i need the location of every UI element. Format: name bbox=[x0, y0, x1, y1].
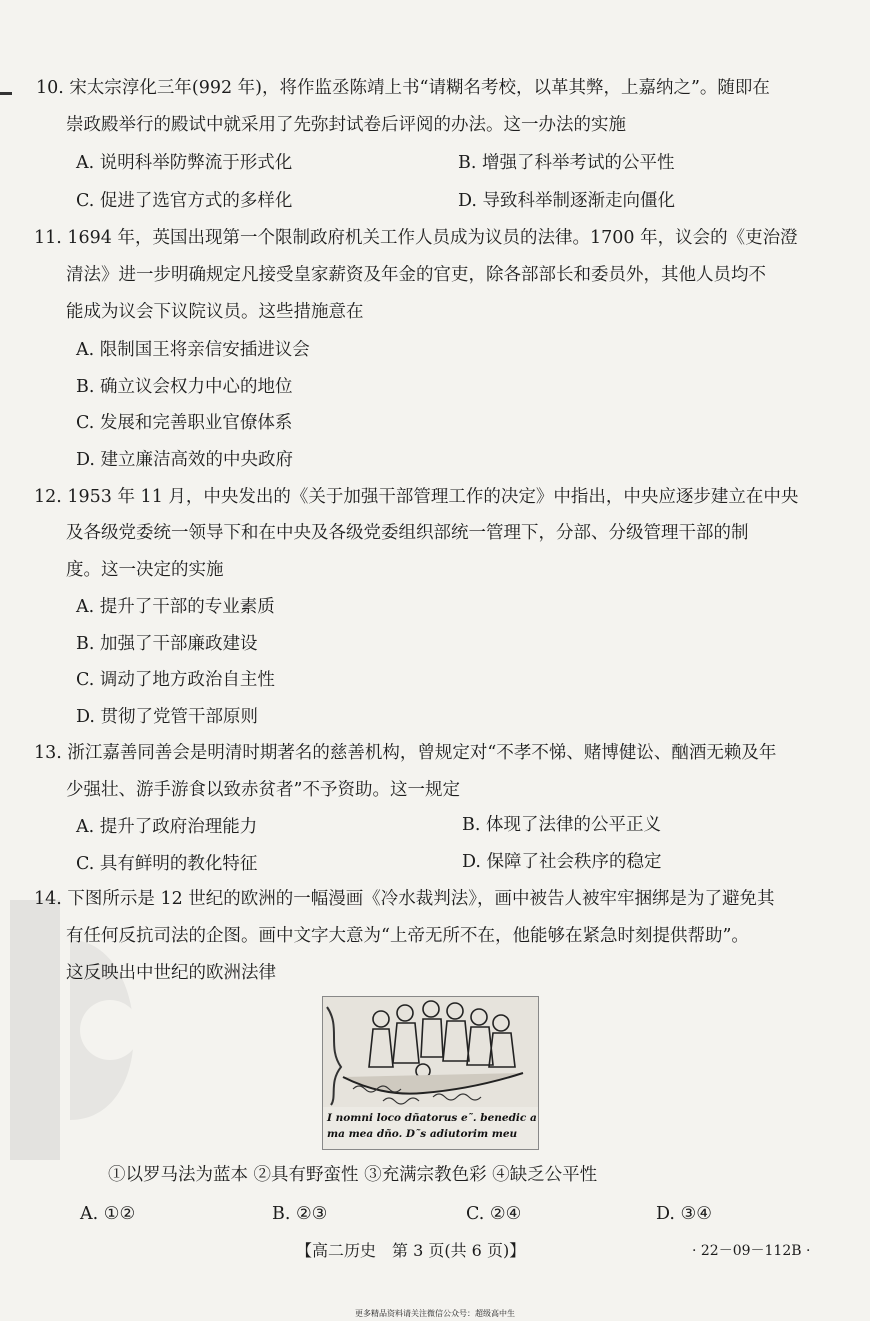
q10-option-d: D. 导致科举制逐渐走向僵化 bbox=[458, 191, 676, 211]
q11-stem-line2: 清法》进一步明确规定凡接受皇家薪资及年金的官吏，除各部部长和委员外，其他人员均不 bbox=[66, 265, 766, 285]
q10-option-b: B. 增强了科举考试的公平性 bbox=[458, 153, 675, 173]
q11-stem-line1: 11. 1694 年，英国出现第一个限制政府机关工作人员成为议员的法律。1700 年，议会的《吏治澄 bbox=[34, 228, 798, 248]
q12-stem-line2: 及各级党委统一领导下和在中央及各级党委组织部统一管理下，分部、分级管理干部的制 bbox=[66, 523, 749, 543]
q13-option-a: A. 提升了政府治理能力 bbox=[76, 817, 258, 837]
q10-stem-line2: 崇政殿举行的殿试中就采用了先弥封试卷后评阅的办法。这一办法的实施 bbox=[66, 115, 626, 135]
q12-option-a: A. 提升了干部的专业素质 bbox=[76, 597, 275, 617]
q14-option-b: B. ②③ bbox=[272, 1204, 328, 1224]
q13-stem-line1: 13. 浙江嘉善同善会是明清时期著名的慈善机构，曾规定对“不孝不悌、赌博健讼、酗酒无赖及年 bbox=[34, 743, 777, 763]
q12-option-c: C. 调动了地方政治自主性 bbox=[76, 670, 275, 690]
q14-statements: ①以罗马法为蓝本 ②具有野蛮性 ③充满宗教色彩 ④缺乏公平性 bbox=[108, 1165, 598, 1185]
q14-option-d: D. ③④ bbox=[656, 1204, 712, 1224]
q14-stem-line1: 14. 下图所示是 12 世纪的欧洲的一幅漫画《冷水裁判法》，画中被告人被牢牢捆绑是为了避免其 bbox=[34, 889, 775, 909]
bottom-promo-note: 更多精品资料请关注微信公众号：超级高中生 bbox=[355, 1309, 515, 1318]
q14-option-a: A. ①② bbox=[80, 1204, 136, 1224]
q11-option-b: B. 确立议会权力中心的地位 bbox=[76, 377, 293, 397]
q13-option-d: D. 保障了社会秩序的稳定 bbox=[462, 852, 662, 872]
q11-option-c: C. 发展和完善职业官僚体系 bbox=[76, 413, 293, 433]
q13-option-c: C. 具有鲜明的教化特征 bbox=[76, 854, 258, 874]
margin-mark bbox=[0, 92, 12, 95]
q11-stem-line3: 能成为议会下议院议员。这些措施意在 bbox=[66, 302, 364, 322]
q12-option-b: B. 加强了干部廉政建设 bbox=[76, 634, 258, 654]
ordeal-scene-drawing bbox=[323, 997, 538, 1107]
q12-stem-line3: 度。这一决定的实施 bbox=[66, 560, 224, 580]
q14-stem-line3: 这反映出中世纪的欧洲法律 bbox=[66, 963, 276, 983]
q11-option-a: A. 限制国王将亲信安插进议会 bbox=[76, 340, 310, 360]
q14-stem-line2: 有任何反抗司法的企图。画中文字大意为“上帝无所不在，他能够在紧急时刻提供帮助”。 bbox=[66, 926, 749, 946]
medieval-ordeal-illustration bbox=[322, 996, 539, 1150]
q10-option-c: C. 促进了选官方式的多样化 bbox=[76, 191, 293, 211]
q10-stem-line1: 10. 宋太宗淳化三年(992 年)，将作监丞陈靖上书“请糊名考校，以革其弊，上嘉纳之”。随即在 bbox=[36, 78, 770, 98]
q14-option-c: C. ②④ bbox=[466, 1204, 522, 1224]
page-footer-code: · 22－09－112B · bbox=[692, 1243, 811, 1259]
q12-stem-line1: 12. 1953 年 11 月，中央发出的《关于加强干部管理工作的决定》中指出，中央应逐步建立在中央 bbox=[34, 487, 799, 507]
q13-option-b: B. 体现了法律的公平正义 bbox=[462, 815, 661, 835]
q11-option-d: D. 建立廉洁高效的中央政府 bbox=[76, 450, 294, 470]
q13-stem-line2: 少强壮、游手游食以致赤贫者”不予资助。这一规定 bbox=[66, 780, 460, 800]
page-footer-label: 【高二历史 第 3 页(共 6 页)】 bbox=[296, 1241, 526, 1260]
figure-latin-line2: ma mea dño. D˜s adiutorim meu bbox=[327, 1128, 518, 1140]
q12-option-d: D. 贯彻了党管干部原则 bbox=[76, 707, 259, 727]
q10-option-a: A. 说明科举防弊流于形式化 bbox=[76, 153, 293, 173]
figure-latin-line1: I nomni loco dñatorus e˜. benedic a bbox=[327, 1112, 537, 1124]
